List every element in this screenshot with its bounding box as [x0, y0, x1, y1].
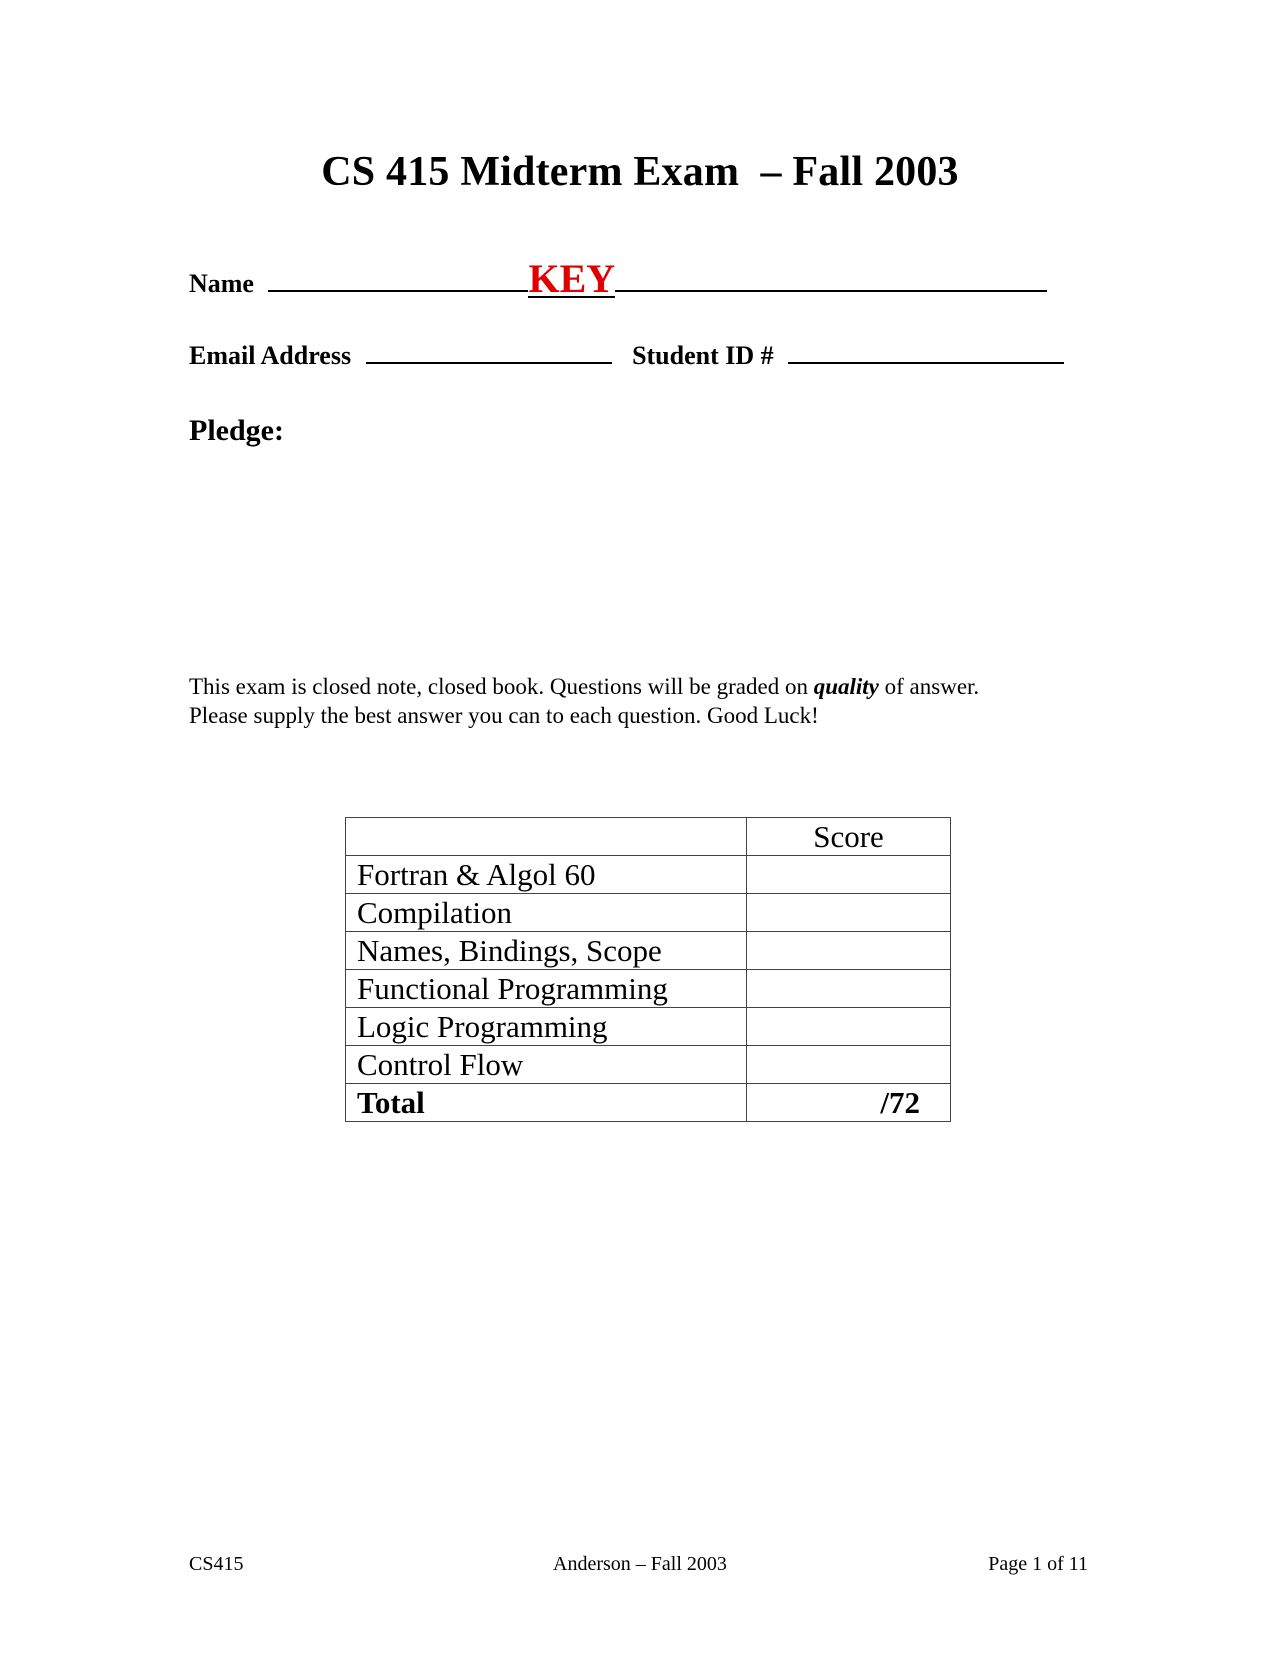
- instructions-line1-after: of answer.: [878, 674, 980, 699]
- instructions-line2: Please supply the best answer you can to each question. Good Luck!: [189, 703, 819, 728]
- score-cell: [747, 1008, 951, 1046]
- score-cell: [747, 932, 951, 970]
- table-row: [346, 856, 951, 894]
- student-id-label: Student ID #: [632, 341, 774, 370]
- score-cell: [747, 856, 951, 894]
- table-row: [346, 932, 951, 970]
- table-row: [346, 970, 951, 1008]
- table-header-row: [346, 818, 951, 856]
- instructions-line1-before: This exam is closed note, closed book. Questions will be graded on: [189, 674, 814, 699]
- topic-cell: Fortran & Algol 60: [346, 856, 747, 894]
- page-title: CS 415 Midterm Exam – Fall 2003: [321, 149, 959, 195]
- topic-cell: Compilation: [346, 894, 747, 932]
- name-value-key: KEY: [528, 256, 616, 301]
- topic-cell: Functional Programming: [346, 970, 747, 1008]
- name-label: Name: [189, 269, 254, 298]
- total-row: [346, 1084, 951, 1122]
- header-topic-cell: [346, 818, 747, 856]
- email-blank: [366, 340, 612, 364]
- student-id-blank: [788, 340, 1064, 364]
- instructions-emphasis: quality: [813, 674, 879, 699]
- table-row: [346, 1046, 951, 1084]
- name-field-row: [189, 256, 1047, 301]
- topic-cell: Control Flow: [346, 1046, 747, 1084]
- email-label: Email Address: [189, 341, 352, 370]
- footer-page-number: Page 1 of 11: [988, 1553, 1088, 1575]
- footer-course: CS415: [189, 1553, 244, 1575]
- score-cell: [747, 1046, 951, 1084]
- table-row: [346, 1008, 951, 1046]
- score-cell: [747, 970, 951, 1008]
- score-table: [345, 817, 951, 1122]
- footer-author: Anderson – Fall 2003: [553, 1553, 727, 1575]
- instructions: [189, 672, 1089, 730]
- header-score-cell: Score: [747, 818, 951, 856]
- name-blank-left: [268, 268, 528, 292]
- score-cell: [747, 894, 951, 932]
- total-score-cell: /72: [747, 1084, 951, 1122]
- table-row: [346, 894, 951, 932]
- topic-cell: Logic Programming: [346, 1008, 747, 1046]
- email-student-row: [189, 340, 1064, 371]
- topic-cell: Names, Bindings, Scope: [346, 932, 747, 970]
- pledge-label: Pledge:: [189, 414, 284, 447]
- total-label-cell: Total: [346, 1084, 747, 1122]
- name-blank-right: [615, 268, 1047, 292]
